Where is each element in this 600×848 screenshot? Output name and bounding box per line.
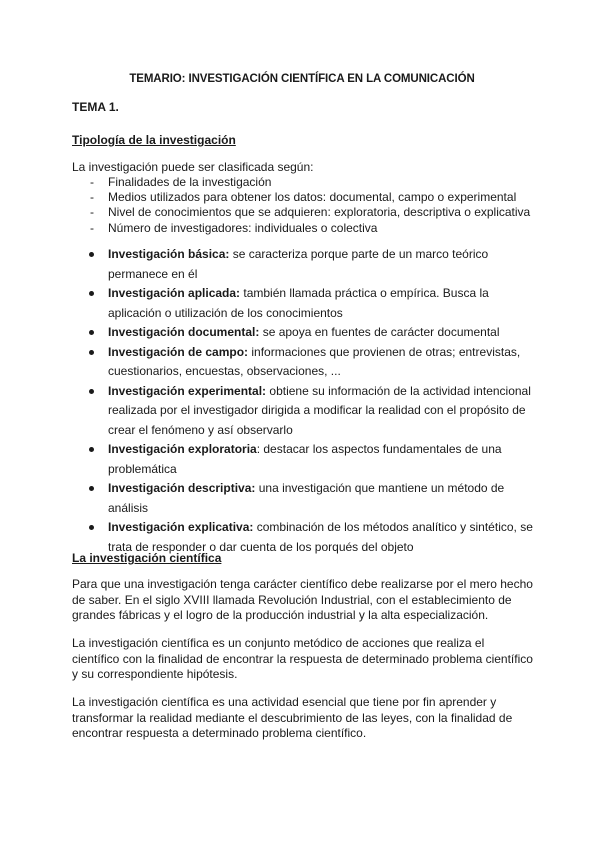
list-item: Investigación descriptiva: una investigación que mantiene un método de análisis [72,479,534,518]
list-item: Investigación de campo: informaciones que provienen de otras; entrevistas, cuestionarios, encuestas, observaciones, ... [72,343,534,382]
paragraph: La investigación científica es una actividad esencial que tiene por fin aprender y transformar la realidad mediante el descubrimiento de las leyes, con la finalidad de encontrar respuesta a determinado problema científico. [72,695,513,740]
paragraph: Para que una investigación tenga carácter científico debe realizarse por el mero hecho de saber. En el siglo XVIII llamada Revolución Industrial, con el establecimiento de grandes fábricas y el logro de la producción industrial y la alta especialización. [72,577,533,622]
criteria-list [72,175,530,236]
list-item: Investigación básica: se caracteriza porque parte de un marco teórico permanece en él [72,245,534,284]
document-title: TEMARIO: INVESTIGACIÓN CIENTÍFICA EN LA COMUNICACIÓN [129,73,475,85]
paragraph: La investigación científica es un conjunto metódico de acciones que realiza el científico con la finalidad de encontrar la respuesta de determinado problema científico y su correspondiente hipótesis. [72,636,533,681]
intro-text: La investigación puede ser clasificada según: [72,160,314,174]
bullet-icon [89,447,94,452]
section-heading-investigacion-cientifica: La investigación científica [72,551,222,565]
list-item: - Nivel de conocimientos que se adquieren: exploratoria, descriptiva o explicativa [90,205,531,220]
list-item: Investigación exploratoria: destacar los aspectos fundamentales de una problemática [72,440,534,479]
list-item: Investigación aplicada: también llamada práctica o empírica. Busca la aplicación o utilización de los conocimientos [72,284,534,323]
research-types-list [72,245,534,557]
bullet-icon [89,330,94,335]
bullet-icon [89,389,94,394]
bullet-icon [89,350,94,355]
list-item: Investigación experimental: obtiene su información de la actividad intencional realizada por el investigador dirigida a modificar la realidad con el propósito de crear el fenómeno y así observarlo [72,382,534,441]
tema-label: TEMA 1. [72,100,119,114]
bullet-icon [89,486,94,491]
section-heading-tipologia: Tipología de la investigación [72,133,236,147]
bullet-icon [89,291,94,296]
bullet-icon [89,252,94,257]
bullet-icon [89,525,94,530]
list-item: Investigación explicativa: combinación de los métodos analítico y sintético, se trata de responder o dar cuenta de los porqués del objeto [72,518,534,557]
list-item: - Medios utilizados para obtener los datos: documental, campo o experimental [90,190,517,205]
list-item: - Número de investigadores: individuales o colectiva [90,220,378,235]
list-item: Investigación documental: se apoya en fuentes de carácter documental [72,323,534,343]
list-item: - Finalidades de la investigación [90,175,272,189]
